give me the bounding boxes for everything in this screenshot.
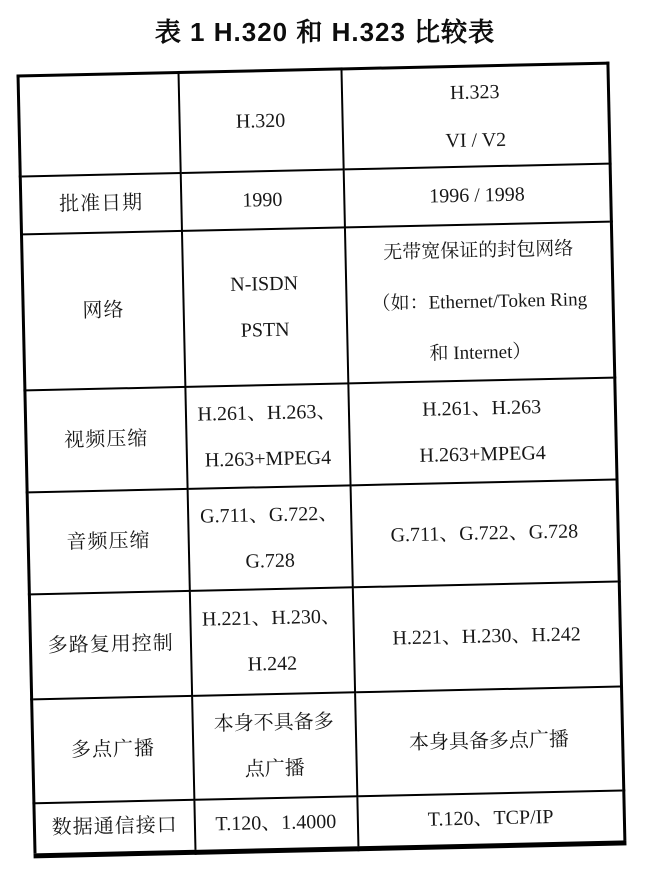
table-row-network <box>21 221 614 390</box>
h320-label: H.320 <box>235 109 286 133</box>
table-caption: 表 1 H.320 和 H.323 比较表 <box>154 17 496 47</box>
h320-cell: G.711、G.722、 G.728 <box>187 485 352 591</box>
row-label: 批准日期 <box>20 172 181 233</box>
h320-cell: 1990 <box>180 169 344 231</box>
h323-cell: T.120、TCP/IP <box>357 790 625 849</box>
comparison-table-wrap <box>17 62 624 859</box>
corner-cell <box>18 73 180 176</box>
h323-column-header <box>341 63 610 169</box>
h320-cell: 本身不具备多 点广播 <box>192 692 357 800</box>
h323-cell: 1996 / 1998 <box>343 163 611 227</box>
h320-cell: T.120、1.4000 <box>194 796 358 853</box>
h320-cell: N-ISDN PSTN <box>181 227 347 387</box>
h323-cell: H.261、H.263 H.263+MPEG4 <box>348 377 617 485</box>
table-row-video-compression <box>25 377 617 492</box>
header-row <box>18 63 610 176</box>
row-label: 网络 <box>21 230 184 389</box>
row-label: 视频压缩 <box>25 386 187 491</box>
h323-cell: H.221、H.230、H.242 <box>352 581 621 692</box>
h320-cell: H.221、H.230、 H.242 <box>189 587 354 696</box>
table-row-multiplex-control <box>29 581 621 699</box>
h320-column-header <box>178 69 343 173</box>
table-row-audio-compression <box>27 479 619 594</box>
row-label: 数据通信接口 <box>34 799 195 855</box>
h323-label: H.323 <box>449 80 500 104</box>
h323-cell: 无带宽保证的封包网络 （如：Ethernet/Token Ring 和 Internet） <box>344 221 614 383</box>
h320-cell: H.261、H.263、 H.263+MPEG4 <box>185 383 350 489</box>
h323-version-label: VI / V2 <box>445 128 507 152</box>
h323-cell: G.711、G.722、G.728 <box>350 479 619 587</box>
row-label: 多点广播 <box>32 695 194 802</box>
row-label: 音频压缩 <box>27 488 189 593</box>
table-row-multicast <box>32 686 624 803</box>
row-label: 多路复用控制 <box>29 590 191 698</box>
comparison-table <box>17 62 627 859</box>
h323-cell: 本身具备多点广播 <box>355 686 624 796</box>
